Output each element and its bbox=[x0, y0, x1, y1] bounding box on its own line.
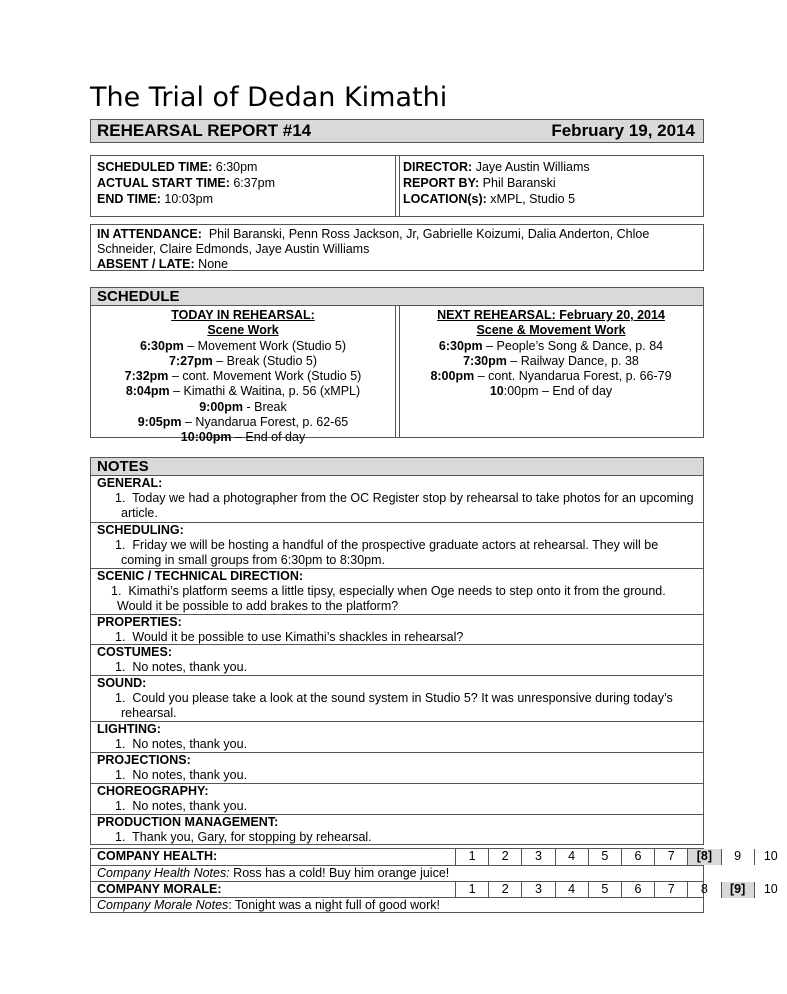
scale-cell: 5 bbox=[588, 849, 621, 865]
company-morale-label: COMPANY MORALE: bbox=[97, 882, 222, 896]
note-body: Kimathi’s platform seems a little tipsy, especially when Oge needs to step onto it from the ground. Would it be possible to add brakes to the platform? bbox=[117, 584, 666, 613]
scale-cell: 5 bbox=[588, 882, 621, 898]
note-body: No notes, thank you. bbox=[132, 660, 248, 674]
health-scale bbox=[455, 849, 787, 865]
note-section-sound: SOUND: 1. Could you please take a look at the sound system in Studio 5? It was unresponsive during today’s rehearsal. bbox=[91, 675, 703, 722]
company-morale-row bbox=[91, 881, 778, 898]
absent-value: None bbox=[198, 257, 229, 271]
schedule-item: 9:00pm - Break bbox=[199, 399, 287, 414]
report-by-label: REPORT BY: bbox=[403, 176, 480, 190]
scale-cell: 3 bbox=[521, 849, 554, 865]
note-title: SCENIC / TECHNICAL DIRECTION: bbox=[97, 569, 304, 583]
schedule-item: 9:05pm – Nyandarua Forest, p. 62-65 bbox=[137, 415, 349, 430]
scale-cell: 1 bbox=[455, 849, 488, 865]
schedule-item: 8:00pm – cont. Nyandarua Forest, p. 66-79 bbox=[430, 369, 672, 384]
health-notes-label: Company Health Notes: bbox=[97, 866, 230, 880]
scale-cell: 4 bbox=[555, 882, 588, 898]
scale-cell: 4 bbox=[555, 849, 588, 865]
note-section-general: GENERAL: 1. Today we had a photographer from the OC Register stop by rehearsal to take photos for an upcoming article. bbox=[97, 476, 694, 520]
note-section-choreography: CHOREOGRAPHY: 1. No notes, thank you. bbox=[91, 783, 703, 815]
attendance-names: Phil Baranski, Penn Ross Jackson, Jr, Gabrielle Koizumi, Dalia Anderton, Chloe Schneider, Claire Edmonds, Jaye Austin Williams bbox=[97, 227, 650, 256]
scale-cell: 6 bbox=[621, 882, 654, 898]
note-section-scenic: SCENIC / TECHNICAL DIRECTION: 1. Kimathi’s platform seems a little tipsy, especially when Oge needs to step onto it from the ground. Would it be possible to add brakes to the platform? bbox=[91, 568, 703, 615]
location: xMPL, Studio 5 bbox=[490, 192, 576, 206]
schedule-item: 6:30pm – People’s Song & Dance, p. 84 bbox=[438, 338, 664, 353]
column-divider bbox=[395, 156, 396, 216]
director: Jaye Austin Williams bbox=[475, 160, 590, 174]
note-title: SOUND: bbox=[97, 676, 147, 690]
note-section-scheduling: SCHEDULING: 1. Friday we will be hosting a handful of the prospective graduate actors at rehearsal. They will be coming in small groups from 6:30pm to 8:30pm. bbox=[91, 522, 703, 569]
actual-start-label: ACTUAL START TIME: bbox=[97, 176, 230, 190]
director-label: DIRECTOR: bbox=[403, 160, 473, 174]
report-number: REHEARSAL REPORT #14 bbox=[97, 121, 312, 140]
report-header-bar bbox=[90, 119, 704, 143]
schedule-box bbox=[90, 305, 704, 445]
next-heading: NEXT REHEARSAL: February 20, 2014 bbox=[437, 308, 665, 322]
next-subheading: Scene & Movement Work bbox=[476, 323, 626, 338]
scheduled-time-label: SCHEDULED TIME: bbox=[97, 160, 213, 174]
notes-header bbox=[90, 457, 704, 476]
report-info-box bbox=[90, 155, 704, 217]
note-body: No notes, thank you. bbox=[132, 768, 248, 782]
company-health-notes-row bbox=[91, 865, 703, 882]
schedule-item: 10:00pm – End of day bbox=[489, 384, 613, 399]
note-title: PRODUCTION MANAGEMENT: bbox=[97, 815, 279, 829]
morale-notes: : Tonight was a night full of good work! bbox=[228, 898, 441, 912]
scale-cell: 7 bbox=[654, 849, 687, 865]
note-title: COSTUMES: bbox=[97, 645, 172, 659]
health-notes: Ross has a cold! Buy him orange juice! bbox=[229, 866, 450, 880]
scale-cell: 7 bbox=[654, 882, 687, 898]
company-health-row bbox=[91, 849, 778, 865]
attendance-label: IN ATTENDANCE: bbox=[97, 227, 202, 241]
schedule-item: 6:30pm – Movement Work (Studio 5) bbox=[139, 338, 347, 353]
actual-start: 6:37pm bbox=[233, 176, 276, 190]
scale-cell: 1 bbox=[455, 882, 488, 898]
scale-cell: 8 bbox=[687, 882, 720, 898]
schedule-item: 7:32pm – cont. Movement Work (Studio 5) bbox=[124, 369, 362, 384]
note-title: PROJECTIONS: bbox=[97, 753, 191, 767]
scale-cell: 3 bbox=[521, 882, 554, 898]
end-time: 10:03pm bbox=[164, 192, 214, 206]
note-title: PROPERTIES: bbox=[97, 615, 182, 629]
end-time-label: END TIME: bbox=[97, 192, 161, 206]
scheduled-time: 6:30pm bbox=[215, 160, 258, 174]
time-info bbox=[97, 159, 275, 207]
note-title: LIGHTING: bbox=[97, 722, 161, 736]
report-date: February 19, 2014 bbox=[551, 121, 695, 140]
note-body: Could you please take a look at the sound system in Studio 5? It was unresponsive during today’s rehearsal. bbox=[121, 691, 673, 720]
note-section-costumes: COSTUMES: 1. No notes, thank you. bbox=[91, 644, 703, 676]
scale-cell: [8] bbox=[687, 849, 720, 865]
schedule-item: 10:00pm – End of day bbox=[180, 430, 306, 445]
attendance-box bbox=[90, 224, 704, 271]
report-by: Phil Baranski bbox=[482, 176, 556, 190]
morale-scale bbox=[455, 882, 787, 898]
note-title: GENERAL: bbox=[97, 476, 163, 490]
note-section-projections: PROJECTIONS: 1. No notes, thank you. bbox=[91, 752, 703, 784]
company-status-box bbox=[90, 848, 778, 913]
note-section-properties: PROPERTIES: 1. Would it be possible to use Kimathi’s shackles in rehearsal? bbox=[91, 614, 703, 645]
note-body: No notes, thank you. bbox=[132, 737, 248, 751]
column-divider bbox=[399, 156, 400, 216]
schedule-header bbox=[90, 287, 704, 306]
note-body: Today we had a photographer from the OC Register stop by rehearsal to take photos for an upcoming article. bbox=[121, 491, 694, 520]
note-body: Friday we will be hosting a handful of the prospective graduate actors at rehearsal. They will be coming in small groups from 6:30pm to 8:30pm. bbox=[121, 538, 659, 567]
scale-cell: 10 bbox=[754, 882, 787, 898]
note-body: Would it be possible to use Kimathi’s shackles in rehearsal? bbox=[132, 630, 464, 644]
note-section-production-management: PRODUCTION MANAGEMENT: 1. Thank you, Gary, for stopping by rehearsal. bbox=[91, 814, 703, 845]
note-body: No notes, thank you. bbox=[132, 799, 248, 813]
column-divider bbox=[395, 306, 396, 437]
staff-info bbox=[403, 159, 590, 207]
next-schedule bbox=[399, 308, 703, 400]
notes-label: NOTES bbox=[97, 458, 149, 475]
scale-cell: 10 bbox=[754, 849, 787, 865]
location-label: LOCATION(s): bbox=[403, 192, 487, 206]
scale-cell: [9] bbox=[721, 882, 754, 898]
note-title: CHOREOGRAPHY: bbox=[97, 784, 209, 798]
morale-notes-label: Company Morale Notes bbox=[97, 898, 229, 912]
schedule-item: 8:04pm – Kimathi & Waitina, p. 56 (xMPL) bbox=[125, 384, 361, 399]
scale-cell: 6 bbox=[621, 849, 654, 865]
note-section-lighting: LIGHTING: 1. No notes, thank you. bbox=[91, 721, 703, 753]
company-morale-notes-row bbox=[91, 897, 703, 914]
company-health-label: COMPANY HEALTH: bbox=[97, 849, 218, 863]
scale-cell: 2 bbox=[488, 882, 521, 898]
scale-cell: 9 bbox=[721, 849, 754, 865]
scale-cell: 2 bbox=[488, 849, 521, 865]
schedule-label: SCHEDULE bbox=[97, 288, 180, 305]
schedule-item: 7:30pm – Railway Dance, p. 38 bbox=[463, 353, 639, 368]
today-heading: TODAY IN REHEARSAL: bbox=[171, 308, 315, 322]
today-subheading: Scene Work bbox=[207, 323, 279, 338]
note-body: Thank you, Gary, for stopping by rehearsal. bbox=[132, 830, 372, 844]
note-title: SCHEDULING: bbox=[97, 523, 184, 537]
document-title: The Trial of Dedan Kimathi bbox=[90, 82, 448, 113]
notes-box bbox=[90, 475, 704, 845]
today-schedule bbox=[91, 308, 395, 446]
absent-label: ABSENT / LATE: bbox=[97, 257, 195, 271]
schedule-item: 7:27pm – Break (Studio 5) bbox=[169, 353, 317, 368]
